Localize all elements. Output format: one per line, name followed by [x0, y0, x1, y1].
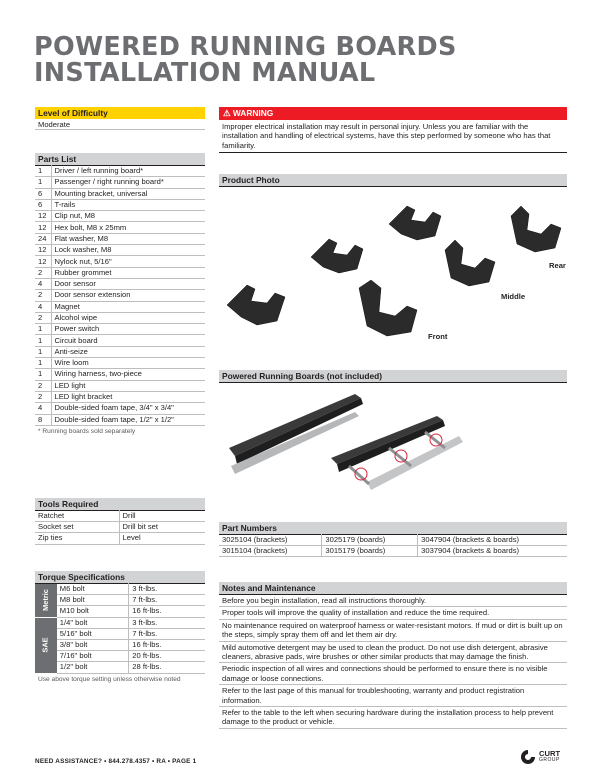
bracket-1 [227, 285, 285, 325]
table-cell: 5/16" bolt [57, 628, 129, 639]
torque-section [35, 571, 205, 685]
warning-heading [219, 107, 567, 120]
part-number-row [219, 546, 567, 557]
tools-heading: Tools Required [35, 498, 205, 510]
table-cell: 1 [35, 166, 51, 177]
boards-photo-heading: Powered Running Boards (not included) [219, 370, 567, 382]
parts-row [35, 211, 205, 222]
table-cell: Wiring harness, two-piece [51, 369, 205, 380]
table-cell: M8 bolt [57, 595, 129, 606]
sae-label: SAE [40, 637, 50, 653]
note-item: Refer to the last page of this manual for troubleshooting, warranty and product registration information. [219, 685, 567, 707]
notes-section [219, 582, 567, 729]
table-cell: Double-sided foam tape, 1/2" x 1/2" [51, 414, 205, 425]
parts-row [35, 278, 205, 289]
table-cell: 1 [35, 177, 51, 188]
notes-heading: Notes and Maintenance [219, 582, 567, 594]
table-cell: Rubber grommet [51, 267, 205, 278]
part-numbers-heading: Part Numbers [219, 522, 567, 534]
table-cell: 3025104 (brackets) [219, 535, 322, 546]
table-cell: 1 [35, 335, 51, 346]
parts-row [35, 233, 205, 244]
label-middle: Middle [501, 292, 526, 301]
table-cell: Door sensor [51, 278, 205, 289]
torque-row [35, 662, 205, 673]
table-cell: 12 [35, 211, 51, 222]
torque-row [35, 606, 205, 617]
table-cell: 2 [35, 267, 51, 278]
logo-name: CURT [539, 749, 561, 758]
table-cell: 2 [35, 380, 51, 391]
part-number-row [219, 535, 567, 546]
document-title [34, 34, 457, 86]
title-line-2: INSTALLATION MANUAL [34, 58, 376, 88]
parts-list-heading: Parts List [35, 153, 205, 165]
table-cell: M6 bolt [57, 584, 129, 595]
warning-section [219, 107, 567, 153]
table-cell: 16 ft-lbs. [129, 606, 205, 617]
table-cell: 20 ft-lbs. [129, 651, 205, 662]
difficulty-section [35, 107, 205, 130]
table-cell: 2 [35, 391, 51, 402]
torque-footnote: Use above torque setting unless otherwise noted [38, 675, 181, 683]
parts-row [35, 245, 205, 256]
product-photo-section [219, 174, 567, 187]
parts-row [35, 290, 205, 301]
label-rear: Rear [549, 261, 566, 270]
table-cell: 3/8" bolt [57, 639, 129, 650]
torque-row [35, 628, 205, 639]
table-cell: 3 ft-lbs. [129, 617, 205, 628]
warning-icon: ⚠ [223, 108, 231, 118]
table-cell: 3047904 (brackets & boards) [418, 535, 567, 546]
table-cell: 7/16" bolt [57, 651, 129, 662]
table-cell: 12 [35, 245, 51, 256]
note-item: Mild automotive detergent may be used to clean the product. Do not use dish detergent, abrasive cleaners, abrasive pads, wire brushes or other similar products that may damage the finish. [219, 642, 567, 664]
torque-row [35, 639, 205, 650]
table-cell: 4 [35, 403, 51, 414]
table-cell: Socket set [35, 522, 119, 533]
table-cell: 4 [35, 301, 51, 312]
tools-row [35, 533, 205, 544]
tools-row [35, 511, 205, 522]
torque-heading: Torque Specifications [35, 571, 205, 583]
tools-row [35, 522, 205, 533]
parts-row [35, 358, 205, 369]
table-cell: Anti-seize [51, 346, 205, 357]
table-cell: 6 [35, 199, 51, 210]
parts-row [35, 256, 205, 267]
table-cell: Nylock nut, 5/16" [51, 256, 205, 267]
sae-side-label [35, 617, 57, 673]
table-cell: Door sensor extension [51, 290, 205, 301]
table-cell: Drill [119, 511, 205, 522]
part-numbers-section [219, 522, 567, 557]
note-item: No maintenance required on waterproof harness or water-resistant motors. If mud or dirt is built up on the steps, simply spray them off and let them air dry. [219, 620, 567, 642]
table-cell: Clip nut, M8 [51, 211, 205, 222]
table-cell: Power switch [51, 324, 205, 335]
product-photo-image [219, 190, 567, 355]
tools-section [35, 498, 205, 545]
logo-sub: GROUP [539, 757, 560, 763]
table-cell: 7 ft-lbs. [129, 628, 205, 639]
table-cell: 4 [35, 278, 51, 289]
curt-logo-icon [520, 749, 536, 765]
table-cell: Drill bit set [119, 522, 205, 533]
difficulty-value: Moderate [35, 119, 205, 130]
table-cell: Ratchet [35, 511, 119, 522]
note-item: Refer to the table to the left when securing hardware during the installation process to help prevent damage to the product or vehicle. [219, 707, 567, 729]
parts-row [35, 324, 205, 335]
note-item: Proper tools will improve the quality of installation and reduce the time required. [219, 607, 567, 619]
parts-row [35, 188, 205, 199]
table-cell: Mounting bracket, universal [51, 188, 205, 199]
bracket-6 [359, 280, 417, 336]
bracket-2 [311, 239, 363, 273]
table-cell: 12 [35, 222, 51, 233]
parts-row [35, 267, 205, 278]
table-cell: 7 ft-lbs. [129, 595, 205, 606]
warning-text: Improper electrical installation may result in personal injury. Unless you are familiar with the installation and handling of electrical systems, have this step performed by someone who has that familiarity. [219, 120, 567, 153]
table-cell: 28 ft-lbs. [129, 662, 205, 673]
part-numbers-table [219, 534, 567, 557]
table-cell: 1/2" bolt [57, 662, 129, 673]
parts-row [35, 414, 205, 425]
torque-table [35, 583, 205, 674]
table-cell: Alcohol wipe [51, 312, 205, 323]
table-cell: Zip ties [35, 533, 119, 544]
table-cell: Hex bolt, M8 x 25mm [51, 222, 205, 233]
table-cell: Driver / left running board* [51, 166, 205, 177]
torque-row [35, 595, 205, 606]
label-front: Front [428, 332, 448, 341]
boards-photo-image [219, 386, 567, 506]
footer-assistance: NEED ASSISTANCE? • 844.278.4357 • RA • PAGE 1 [35, 758, 197, 765]
title-line-1: POWERED RUNNING BOARDS [34, 32, 457, 62]
parts-row [35, 312, 205, 323]
bracket-4 [445, 240, 495, 286]
board-deployed [331, 416, 463, 490]
parts-row [35, 403, 205, 414]
parts-row [35, 380, 205, 391]
metric-side-label [35, 584, 57, 618]
parts-row [35, 199, 205, 210]
parts-row [35, 177, 205, 188]
table-cell: Double-sided foam tape, 3/4" x 3/4" [51, 403, 205, 414]
parts-row [35, 335, 205, 346]
table-cell: Magnet [51, 301, 205, 312]
table-cell: LED light [51, 380, 205, 391]
torque-row [35, 584, 205, 595]
note-item: Before you begin installation, read all instructions thoroughly. [219, 595, 567, 607]
torque-row [35, 617, 205, 628]
table-cell: 3015104 (brackets) [219, 546, 322, 557]
table-cell: 1 [35, 346, 51, 357]
table-cell: 2 [35, 290, 51, 301]
table-cell: 1 [35, 369, 51, 380]
parts-footnote: * Running boards sold separately [38, 427, 136, 435]
warning-label: WARNING [232, 108, 274, 118]
table-cell: LED light bracket [51, 391, 205, 402]
table-cell: 3025179 (boards) [322, 535, 418, 546]
table-cell: 1/4" bolt [57, 617, 129, 628]
bracket-5 [511, 206, 561, 252]
parts-row [35, 346, 205, 357]
table-cell: 3037904 (brackets & boards) [418, 546, 567, 557]
tools-table [35, 510, 205, 545]
table-cell: Wire loom [51, 358, 205, 369]
table-cell: 3015179 (boards) [322, 546, 418, 557]
parts-row [35, 369, 205, 380]
bracket-3 [389, 206, 441, 240]
table-cell: Level [119, 533, 205, 544]
curt-logo [520, 747, 570, 767]
table-cell: 16 ft-lbs. [129, 639, 205, 650]
table-cell: Flat washer, M8 [51, 233, 205, 244]
table-cell: 2 [35, 312, 51, 323]
boards-photo-section [219, 370, 567, 383]
table-cell: 1 [35, 324, 51, 335]
difficulty-heading: Level of Difficulty [35, 107, 205, 119]
table-cell: Passenger / right running board* [51, 177, 205, 188]
notes-list [219, 594, 567, 729]
table-cell: 8 [35, 414, 51, 425]
parts-list-section [35, 153, 205, 437]
parts-row [35, 166, 205, 177]
table-cell: Lock washer, M8 [51, 245, 205, 256]
parts-table [35, 165, 205, 426]
note-item: Periodic inspection of all wires and connections should be performed to ensure there is no visible damage or loose connections. [219, 663, 567, 685]
parts-row [35, 222, 205, 233]
parts-row [35, 391, 205, 402]
table-cell: M10 bolt [57, 606, 129, 617]
table-cell: T-rails [51, 199, 205, 210]
product-photo-heading: Product Photo [219, 174, 567, 186]
table-cell: 1 [35, 358, 51, 369]
table-cell: 24 [35, 233, 51, 244]
table-cell: 6 [35, 188, 51, 199]
torque-row [35, 651, 205, 662]
parts-row [35, 301, 205, 312]
table-cell: Circuit board [51, 335, 205, 346]
metric-label: Metric [40, 589, 50, 612]
table-cell: 12 [35, 256, 51, 267]
table-cell: 3 ft-lbs. [129, 584, 205, 595]
